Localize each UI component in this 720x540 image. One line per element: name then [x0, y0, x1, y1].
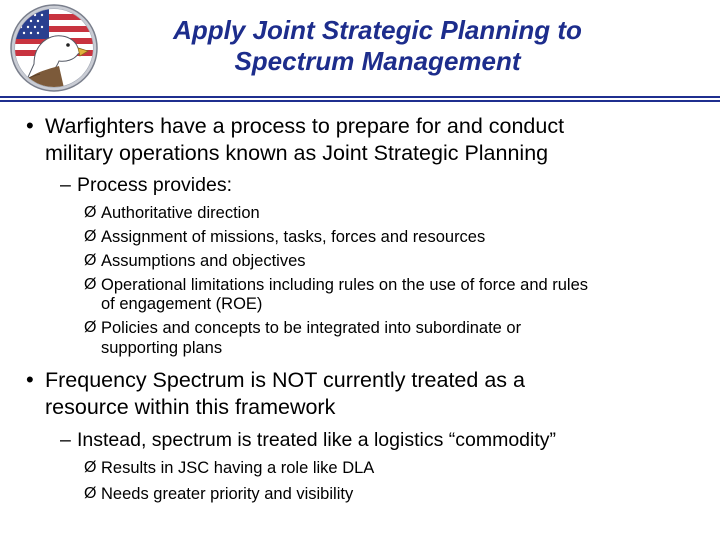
- eagle-seal-logo: [4, 4, 104, 92]
- slide-title: [105, 15, 650, 77]
- list-item-4-line-2: of engagement (ROE): [101, 295, 263, 313]
- bullet-2-line-2: resource within this framework: [45, 395, 336, 419]
- list-item-6: Results in JSC having a role like DLA: [101, 459, 375, 477]
- list-item-5-line-2: supporting plans: [101, 339, 223, 357]
- arrow-bullet-icon: Ø: [84, 204, 97, 221]
- list-item-5-line-1: Policies and concepts to be integrated into subordinate or: [101, 319, 522, 337]
- sub-bullet-2-marker: –: [60, 429, 71, 451]
- bullet-1-line-1: Warfighters have a process to prepare for and conduct: [45, 114, 565, 138]
- list-item-3: Assumptions and objectives: [101, 252, 306, 270]
- sub-bullet-1-marker: –: [60, 174, 71, 196]
- arrow-bullet-icon: Ø: [84, 276, 97, 293]
- bullet-2-marker: •: [26, 367, 34, 392]
- slide-title-line-1: Apply Joint Strategic Planning to: [173, 15, 582, 45]
- title-divider-bottom: [0, 100, 720, 102]
- list-item-1: Authoritative direction: [101, 204, 260, 222]
- slide-title-line-2: Spectrum Management: [234, 46, 521, 76]
- arrow-bullet-icon: Ø: [84, 319, 97, 336]
- arrow-bullet-icon: Ø: [84, 459, 97, 476]
- list-item-4-line-1: Operational limitations including rules on the use of force and rules: [101, 276, 589, 294]
- arrow-bullet-icon: Ø: [84, 228, 97, 245]
- arrow-bullet-icon: Ø: [84, 485, 97, 502]
- arrow-bullet-icon: Ø: [84, 252, 97, 269]
- sub-bullet-1-text: Process provides:: [77, 174, 232, 196]
- list-item-2: Assignment of missions, tasks, forces and resources: [101, 228, 486, 246]
- list-item-7: Needs greater priority and visibility: [101, 485, 354, 503]
- sub-bullet-2-text: Instead, spectrum is treated like a logistics “commodity”: [77, 429, 557, 451]
- bullet-1-marker: •: [26, 113, 34, 138]
- title-divider-top: [0, 96, 720, 98]
- bullet-1-line-2: military operations known as Joint Strategic Planning: [45, 141, 549, 165]
- bullet-2-line-1: Frequency Spectrum is NOT currently treated as a: [45, 368, 525, 392]
